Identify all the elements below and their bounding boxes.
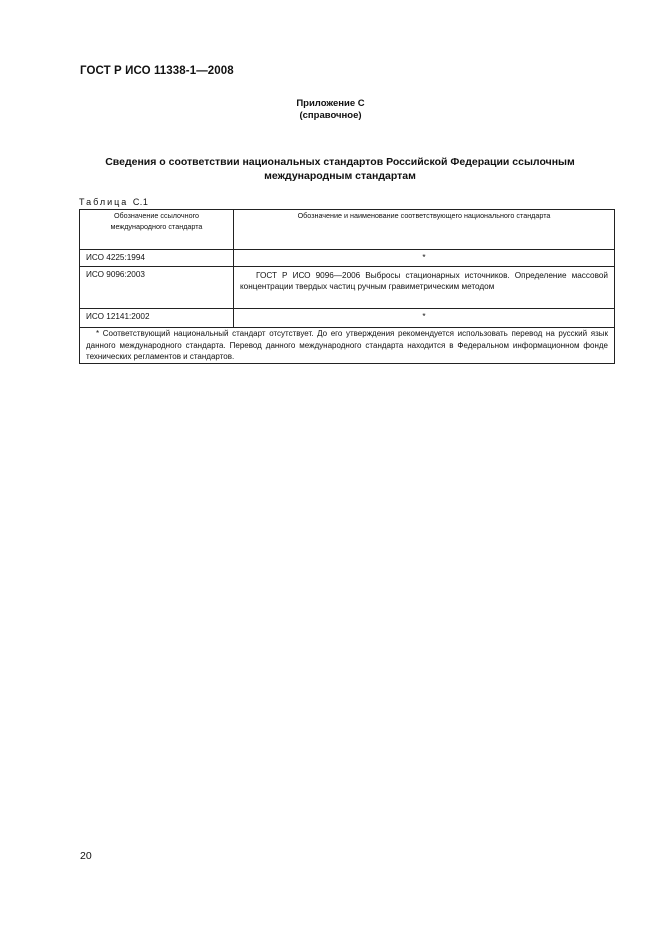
cell-national: * xyxy=(234,309,615,328)
page-number: 20 xyxy=(80,850,92,862)
cell-reference: ИСО 9096:2003 xyxy=(80,267,234,309)
annex-heading xyxy=(0,98,661,122)
table-caption xyxy=(79,197,148,207)
table-footnote: * Соответствующий национальный стандарт отсутствует. До его утверждения рекомендуется использовать перевод на русский язык данного международного стандарта. Перевод данного международного стандарта находится в Федеральном информационном фонде технических регламентов и стандартов. xyxy=(80,328,615,364)
table-row xyxy=(80,309,615,328)
table-row xyxy=(80,267,615,309)
annex-title: Приложение С xyxy=(296,98,365,109)
cell-national: * xyxy=(234,250,615,267)
header-ref-line-2: международного стандарта xyxy=(110,222,203,231)
section-title-line-1: Сведения о соответствии национальных стандартов Российской Федерации ссылочным xyxy=(105,156,575,168)
header-cell-national: Обозначение и наименование соответствующего национального стандарта xyxy=(234,210,615,250)
table-header-row xyxy=(80,210,615,250)
cell-national: ГОСТ Р ИСО 9096—2006 Выбросы стационарных источников. Определение массовой концентрации твердых частиц ручным гравиметрическим методом xyxy=(234,267,615,309)
cell-reference: ИСО 4225:1994 xyxy=(80,250,234,267)
header-ref-line-1: Обозначение ссылочного xyxy=(113,211,200,220)
table-row xyxy=(80,250,615,267)
cell-reference: ИСО 12141:2002 xyxy=(80,309,234,328)
table-footnote-row xyxy=(80,328,615,364)
document-code-header: ГОСТ Р ИСО 11338-1—2008 xyxy=(80,65,234,77)
section-title xyxy=(80,155,600,183)
annex-subtitle: (справочное) xyxy=(299,110,362,121)
section-title-line-2: международным стандартам xyxy=(264,170,416,182)
header-cell-reference xyxy=(80,210,234,250)
table-caption-label: Таблица xyxy=(79,197,129,207)
correspondence-table xyxy=(79,209,615,364)
table-caption-number: С.1 xyxy=(132,197,149,207)
